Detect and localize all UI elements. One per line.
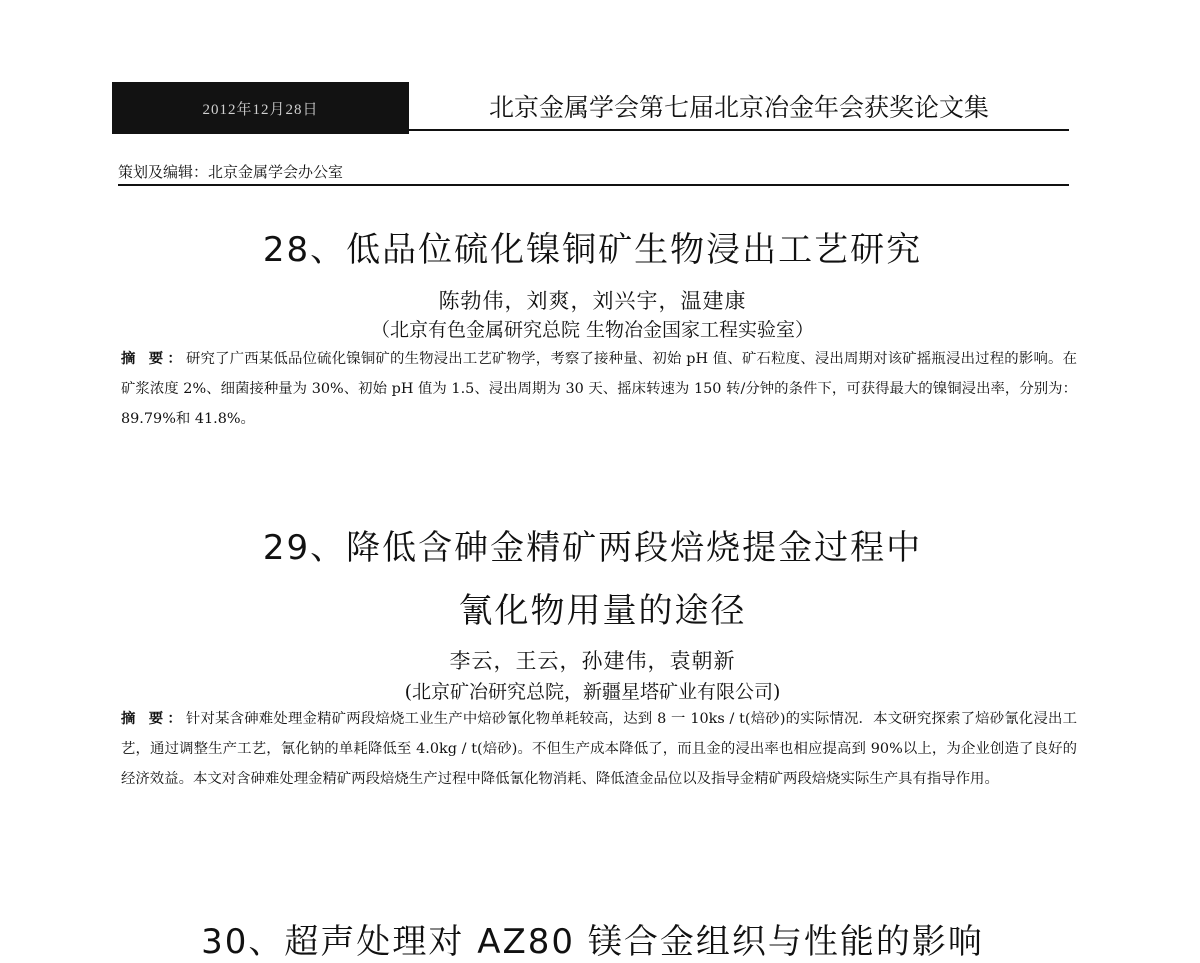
- paper-29-title-line2: 氰化物用量的途径: [458, 591, 747, 631]
- editor-credit: 策划及编辑：北京金属学会办公室: [118, 163, 344, 181]
- abstract-text: 研究了广西某低品位硫化镍铜矿的生物浸出工艺矿物学，考察了接种量、初始 pH 值、矿石粒度、浸出周期对该矿摇瓶浸出过程的影响。在矿浆浓度 2%、细菌接种量为 30%、初始 pH 值为 1.5、浸出周期为 30 天、摇床转速为 150 转/分钟的条件下，可获得最大的镍铜浸出率，分别为：89.79%和 41.8%。: [121, 351, 1078, 427]
- paper-28-title: 28、低品位硫化镍铜矿生物浸出工艺研究: [262, 230, 923, 270]
- paper-28-authors: 陈勃伟，刘爽，刘兴宇，温建康: [438, 289, 747, 313]
- abstract-text: 针对某含砷难处理金精矿两段焙烧工业生产中焙砂氰化物单耗较高，达到 8 一 10ks / t(焙砂)的实际情况．本文研究探索了焙砂氰化浸出工艺，通过调整生产工艺，氰化钠的单耗降低至 4.0kg / t(焙砂)。不但生产成本降低了，而且金的浸出率也相应提高到 90%以上，为企业创造了良好的经济效益。本文对含砷难处理金精矿两段焙烧生产过程中降低氰化物消耗、降低渣金品位以及指导金精矿两段焙烧实际生产具有指导作用。: [121, 711, 1077, 787]
- header-date: 2012年12月28日: [112, 82, 409, 134]
- paper-30-title: 30、超声处理对 AZ80 镁合金组织与性能的影响: [201, 922, 984, 962]
- proceedings-title: 北京金属学会第七届北京冶金年会获奖论文集: [488, 93, 989, 122]
- paper-28-abstract: [121, 344, 1077, 434]
- paper-29-title-line1: 29、降低含砷金精矿两段焙烧提金过程中: [262, 528, 923, 568]
- paper-29-affiliation: (北京矿冶研究总院，新疆星塔矿业有限公司): [404, 681, 781, 703]
- paper-29-abstract: [121, 704, 1077, 794]
- abstract-label: 摘 要：: [121, 350, 186, 367]
- abstract-label: 摘 要：: [121, 710, 186, 727]
- editor-rule: [118, 184, 1069, 186]
- header-rule: [409, 129, 1069, 131]
- paper-28-affiliation: （北京有色金属研究总院 生物冶金国家工程实验室）: [370, 319, 815, 341]
- paper-29-authors: 李云，王云，孙建伟，袁朝新: [449, 649, 736, 673]
